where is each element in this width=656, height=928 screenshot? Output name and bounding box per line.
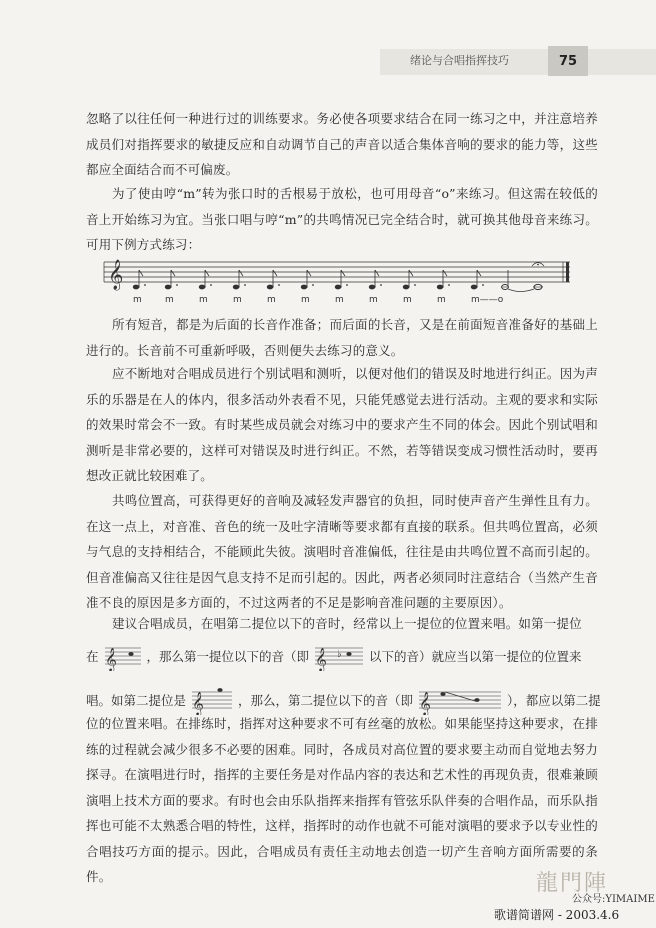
line2-text-a: 唱。如第二提位是 [86,692,187,708]
watermark-site: 歌谱简谱网 - 2003.4.6 [494,908,620,922]
lyric-5: m [301,295,310,304]
paragraph-1: 忽略了以往任何一种进行过的训练要求。务必使各项要求结合在同一练习之中，并注意培养成员们对指挥要求的敏捷反应和自动调节自己的声音以适合集体音响的要求的能力等，这些都应全面结合而不可偏废。 [86,111,598,177]
watermark-wechat: 公众号:YIMAIME [572,894,655,905]
staff-snippet-below-first-register [313,641,365,671]
line1-text-a: 在 [86,648,99,664]
treble-clef-icon: 𝄞 [108,260,124,290]
line1-text-c: 以下的音）就应当以第一提位的位置来 [368,648,582,664]
lyric-1: m [165,295,174,304]
inline-staff-line-1 [86,641,581,671]
lyric-10: m——o [471,295,504,304]
watermark-logo: 龍門陣 [536,871,609,896]
page-number: 75 [548,46,588,76]
staff-snippet-first-register [103,641,143,671]
paragraph-5: 共鸣位置高，可获得更好的音响及减轻发声器官的负担，同时使声音产生弹性且有力。在这一点上，对音准、音色的统一及吐字清晰等要求都有直接的联系。但共鸣位置高，必须与气息的支持相结合，不能顾此失彼。演唱时音准偏低，往往是由共鸣位置不高而引起的。但音准偏高又往往是因气息支持不足而引起的。因此，两者必须同时注意结合（当然产生音准不良的原因是多方面的，不过这两者的不足是影响音准问题的主要原因）。 [86,493,598,610]
line1-text-b: ，那么第一提位以下的音（即 [146,648,309,664]
flat-sign-icon: ♭ [336,649,342,660]
lyric-4: m [267,295,276,304]
lyric-7: m [369,295,378,304]
lyric-3: m [233,295,242,304]
lyric-2: m [199,295,208,304]
paragraph-6: 建议合唱成员，在唱第二提位以下的音时，经常以上一提位的位置来唱。如第一提位 [112,616,582,631]
final-barline [566,262,569,282]
lyric-6: m [335,295,344,304]
lyric-8: m [403,295,412,304]
lyric-9: m [437,295,446,304]
treble-clef-icon: 𝄞 [104,647,117,671]
music-example-staff [100,256,580,304]
paragraph-3: 所有短音，都是为后面的长音作准备；而后面的长音，又是在前面短音准备好的基础上进行的。长音前不可重新呼吸，否则便失去练习的意义。 [86,317,598,358]
running-header-title: 绪论与合唱指挥技巧 [410,54,509,67]
lyric-0: m [133,295,142,304]
paragraph-4: 应不断地对合唱成员进行个别试唱和测听，以便对他们的错误及时地进行纠正。因为声乐的乐器是在人的体内，很多活动外表看不见，只能凭感觉去进行活动。主观的要求和实际的效果时常会不一致。有时某些成员就会对练习中的要求产生不同的体会。因此个别试唱和测听是非常必要的，这样可对错误及时进行纠正。不然，若等错误变成习惯性活动时，要再想改正就比较困难了。 [86,366,598,483]
line2-text-b: ，那么，第二提位以下的音（即 [237,692,413,708]
paragraph-7: 位的位置来唱。在排练时，指挥对这种要求不可有丝毫的放松。如果能坚持这种要求，在排练的过程就会减少很多不必要的困难。同时，各成员对高位置的要求要主动而自觉地去努力探寻。在演唱进行时，指挥的主要任务是对作品内容的表达和艺术性的再现负责，很难兼顾演唱上技术方面的要求。有时也会由乐队指挥来指挥有管弦乐队伴奏的合唱作品，而乐队指挥也可能不太熟悉合唱的特性，这样，指挥时的动作也就不可能对演唱的要求予以专业性的合唱技巧方面的提示。因此，合唱成员有责任主动地去创造一切产生音响方面所需要的条件。 [86,716,598,884]
treble-clef-icon: 𝄞 [192,691,204,715]
line2-text-c: ），都应以第二提 [506,692,601,708]
treble-clef-icon: 𝄞 [418,691,431,715]
treble-clef-icon: 𝄞 [314,647,327,671]
paragraph-2: 为了使由哼“m”转为张口时的舌根易于放松，也可用母音“o”来练习。但这需在较低的音上开始练习为宜。当张口唱与哼“m”的共鸣情况已完全结合时，就可换其他母音来练习。可用下例方式练习： [86,186,598,252]
